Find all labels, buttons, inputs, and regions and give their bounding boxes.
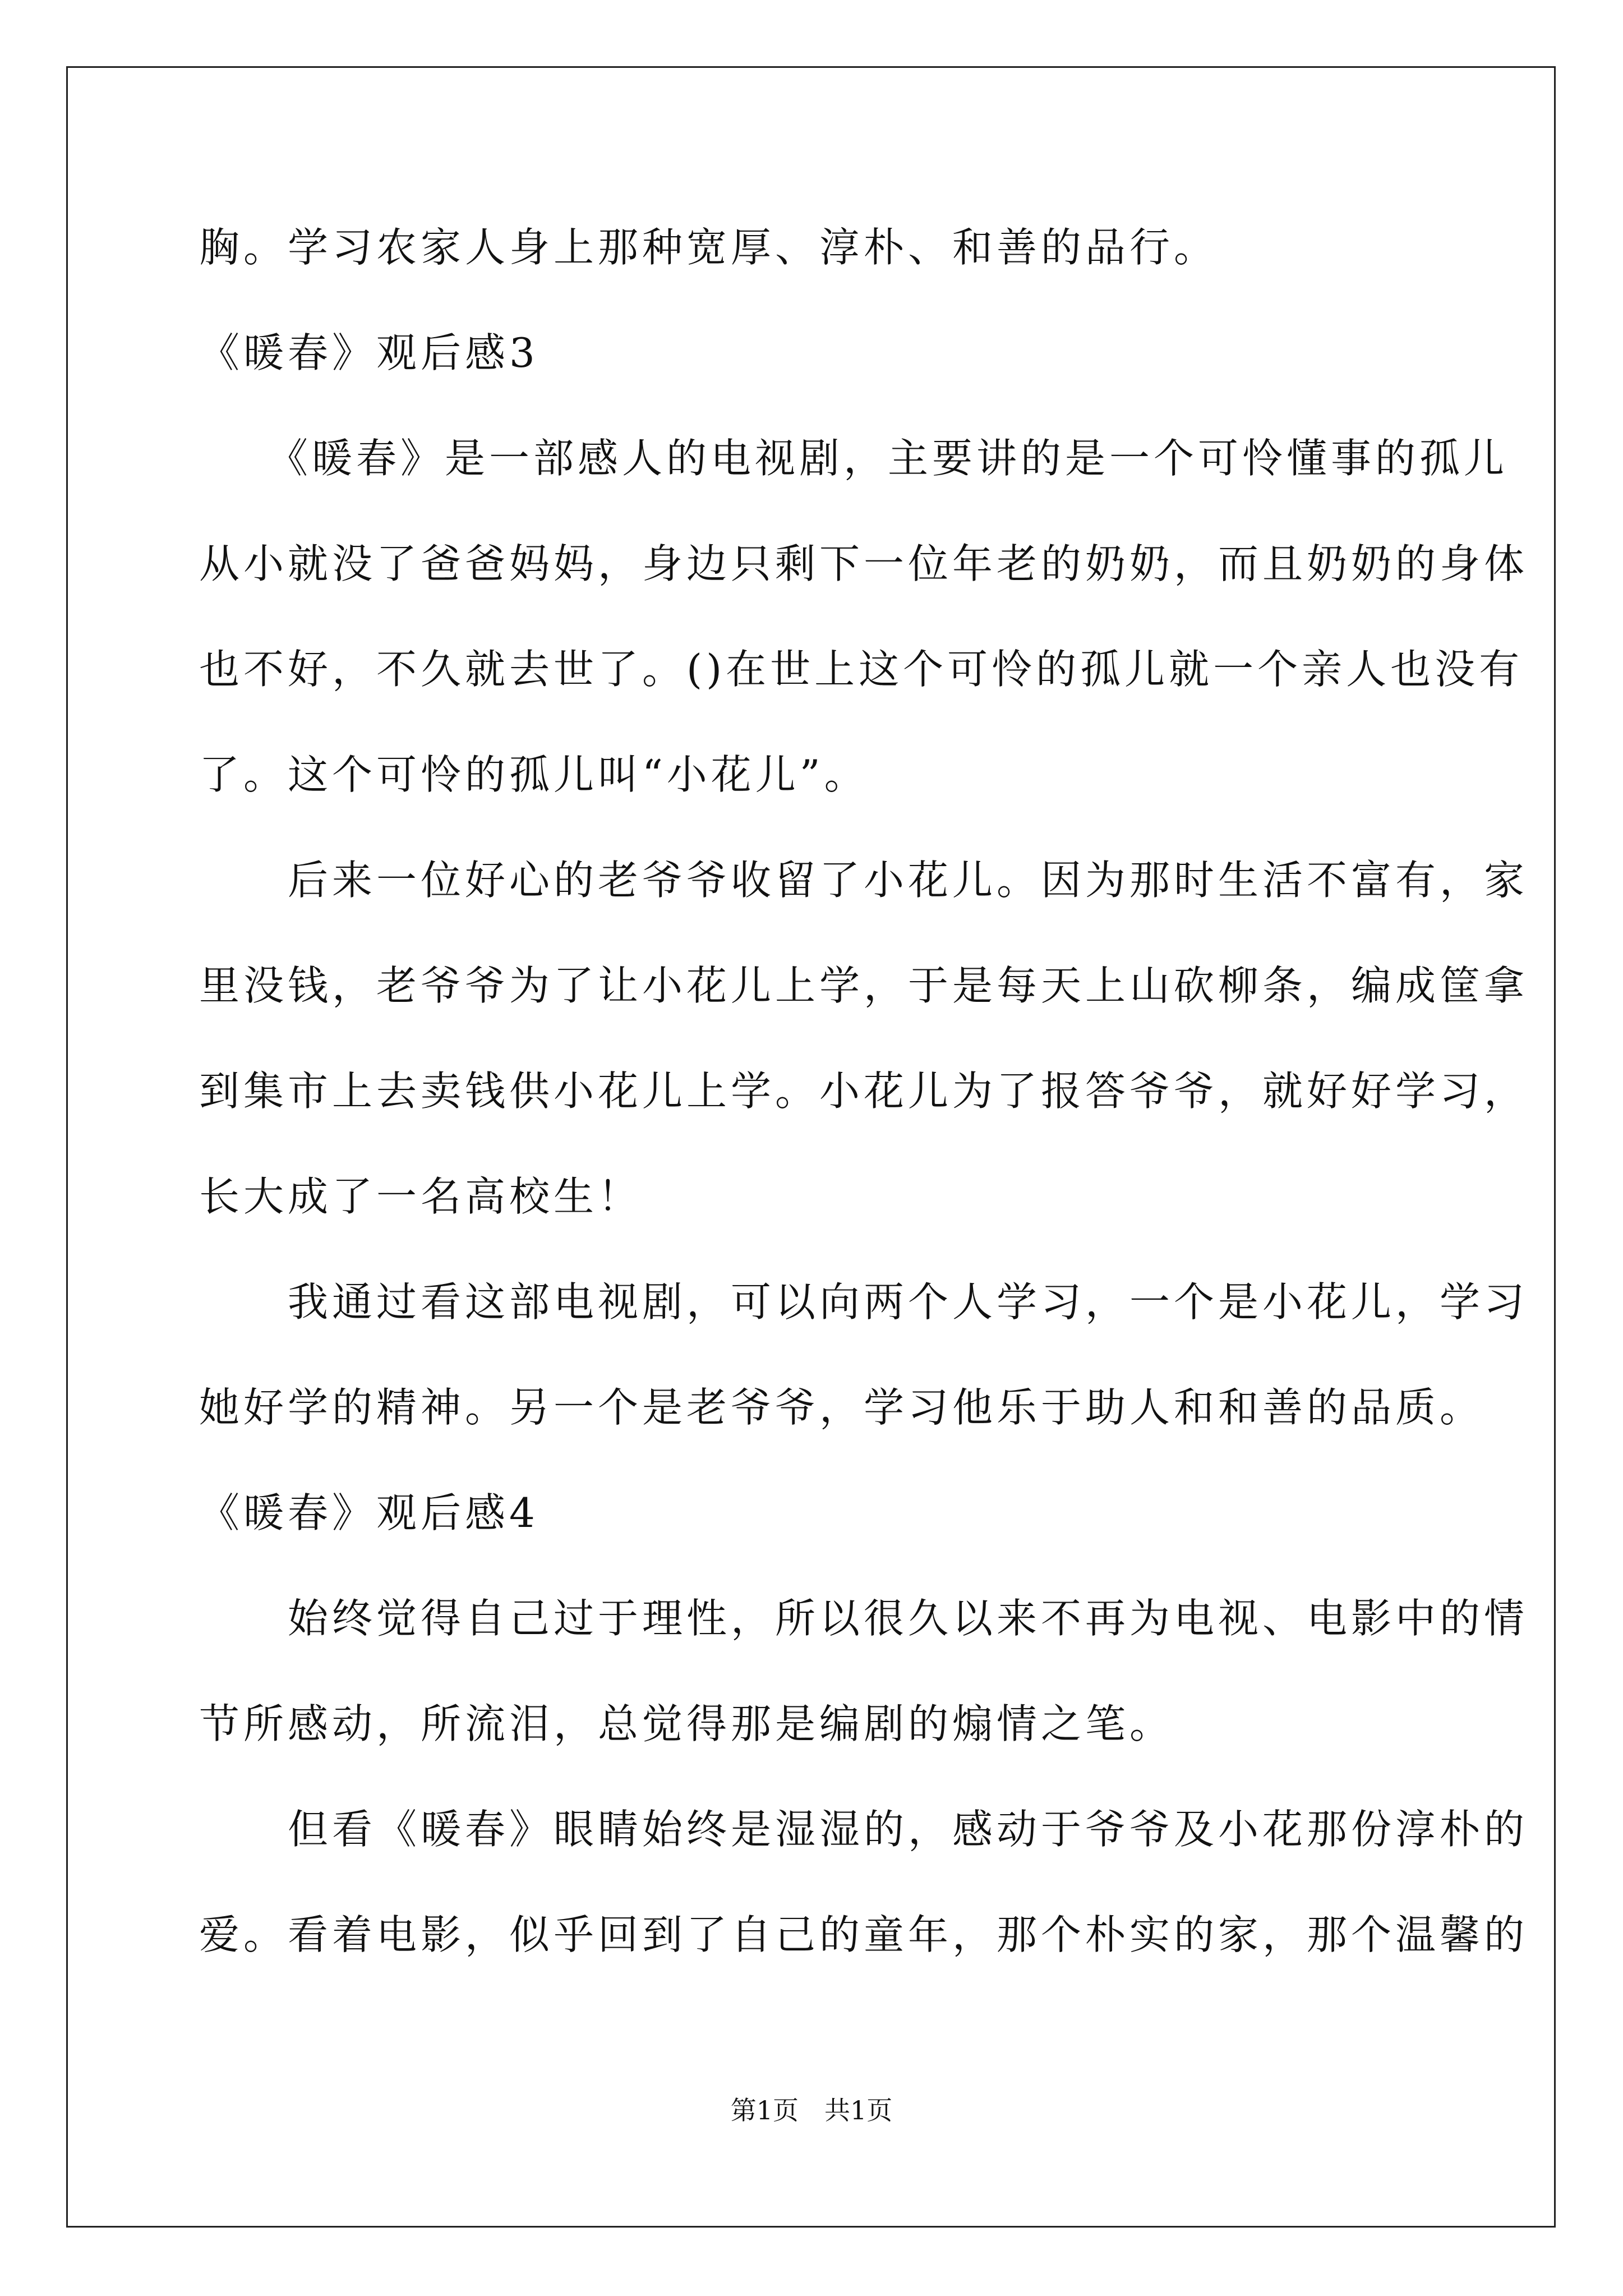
paragraph-line: 她好学的精神。另一个是老爷爷，学习他乐于助人和和善的品质。	[199, 1384, 1484, 1431]
section-heading: 《暖春》观后感3	[199, 329, 539, 376]
page-number: 第1页 共1页	[730, 2095, 893, 2125]
paragraph-line: 节所感动，所流泪，总觉得那是编剧的煽情之笔。	[199, 1700, 1174, 1747]
section-heading: 《暖春》观后感4	[199, 1489, 539, 1536]
paragraph-line: 从小就没了爸爸妈妈，身边只剩下一位年老的奶奶，而且奶奶的身体	[199, 540, 1529, 587]
paragraph-line: 胸。学习农家人身上那种宽厚、淳朴、和善的品行。	[199, 224, 1219, 271]
paragraph-line: 里没钱，老爷爷为了让小花儿上学，于是每天上山砍柳条，编成筐拿	[199, 962, 1529, 1009]
paragraph-line: 也不好，不久就去世了。()在世上这个可怜的孤儿就一个亲人也没有	[199, 646, 1524, 693]
paragraph-line: 但看《暖春》眼睛始终是湿湿的，感动于爷爷及小花那份淳朴的	[199, 1806, 1529, 1853]
paragraph-line: 了。这个可怜的孤儿叫“小花儿”。	[199, 751, 869, 798]
page-border	[66, 66, 1556, 2228]
paragraph-line: 到集市上去卖钱供小花儿上学。小花儿为了报答爷爷，就好好学习，	[199, 1068, 1529, 1115]
paragraph-line: 我通过看这部电视剧，可以向两个人学习，一个是小花儿，学习	[199, 1278, 1529, 1326]
paragraph-line: 后来一位好心的老爷爷收留了小花儿。因为那时生活不富有，家	[199, 857, 1529, 904]
paragraph-line: 长大成了一名高校生！	[199, 1173, 643, 1220]
paragraph-line: 始终觉得自己过于理性，所以很久以来不再为电视、电影中的情	[199, 1595, 1529, 1642]
paragraph-line: 爱。看着电影，似乎回到了自己的童年，那个朴实的家，那个温馨的	[199, 1911, 1529, 1958]
paragraph-line: 《暖春》是一部感人的电视剧，主要讲的是一个可怜懂事的孤儿	[199, 435, 1509, 482]
